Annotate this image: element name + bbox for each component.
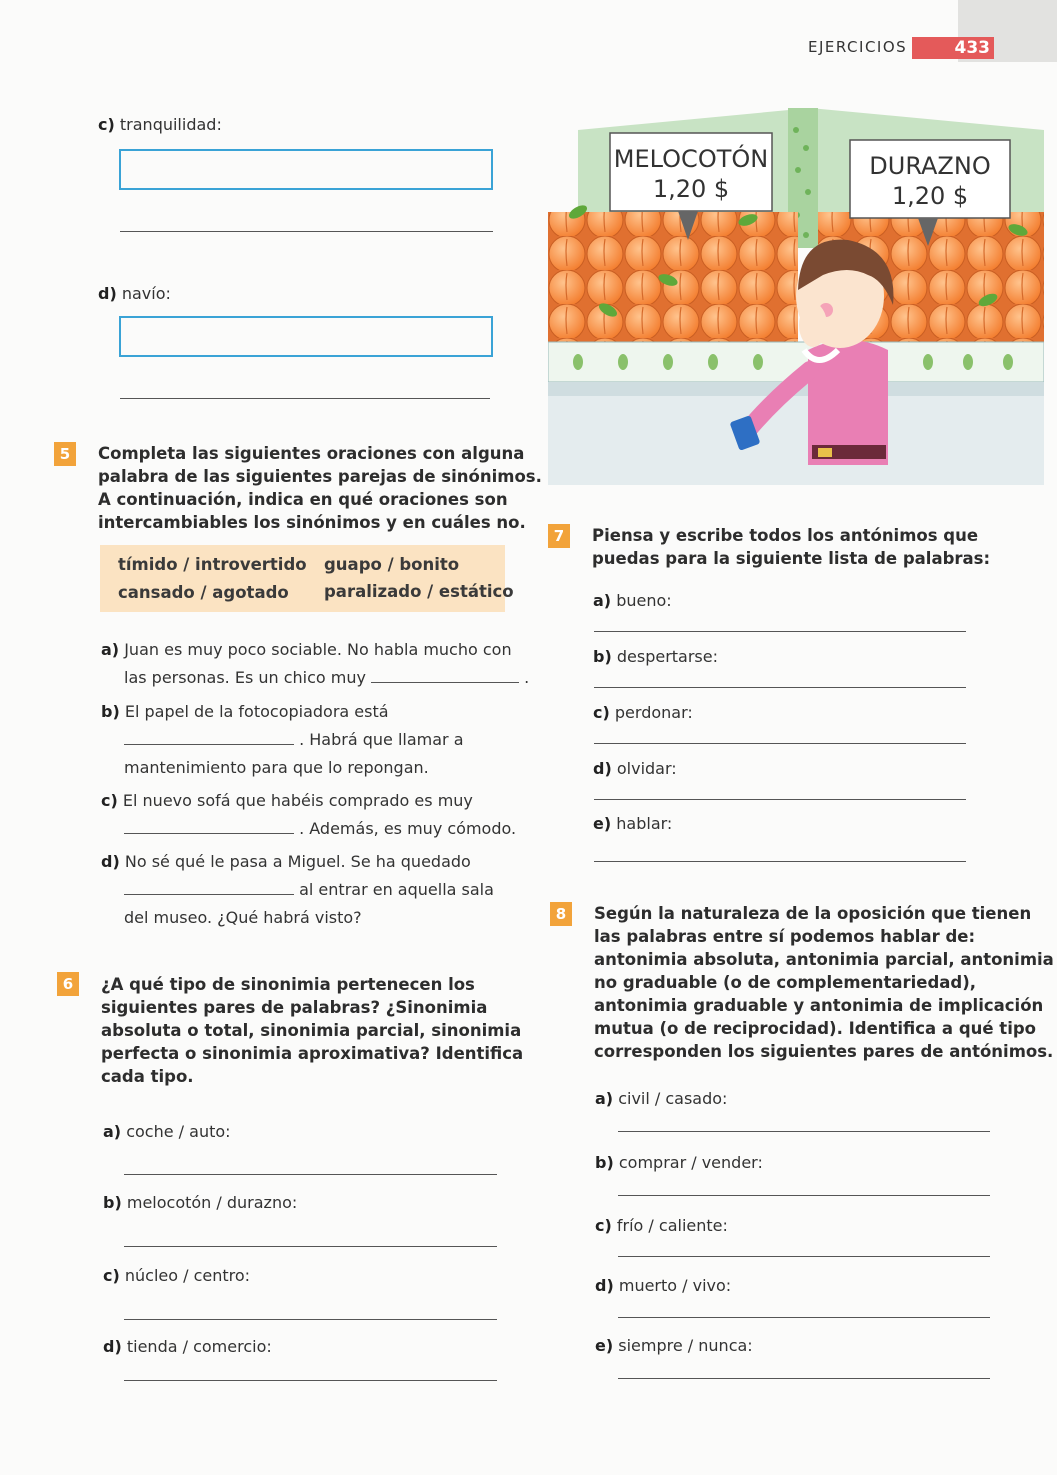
pair-4: paralizado / estático xyxy=(324,582,514,601)
ex7-item-c: c) perdonar: xyxy=(593,703,693,722)
ex6-item-d: d) tienda / comercio: xyxy=(103,1337,272,1356)
ex5-item-a-line2: las personas. Es un chico muy . xyxy=(124,668,530,687)
ex5-item-b-line3: mantenimiento para que lo repongan. xyxy=(124,758,429,777)
pair-3: cansado / agotado xyxy=(118,583,289,602)
ex8-item-b: b) comprar / vender: xyxy=(595,1153,763,1172)
ex8-answer-c[interactable] xyxy=(618,1256,990,1257)
ex5-item-d: d) No sé qué le pasa a Miguel. Se ha quedado xyxy=(101,852,471,871)
ex5-item-a: a) Juan es muy poco sociable. No habla mucho con xyxy=(101,640,512,659)
ex8-item-d: d) muerto / vivo: xyxy=(595,1276,732,1295)
synonym-pairs-box xyxy=(100,545,514,612)
answer-line-c[interactable] xyxy=(120,231,493,232)
ex6-answer-b[interactable] xyxy=(124,1246,497,1247)
sign-durazno-price: 1,20 $ xyxy=(891,182,969,210)
sign-melocoton xyxy=(610,144,772,204)
blank-d[interactable] xyxy=(124,880,294,895)
ex8-item-e: e) siempre / nunca: xyxy=(595,1336,753,1355)
sign-durazno xyxy=(850,151,1010,211)
pair-1: tímido / introvertido xyxy=(118,555,307,574)
page-number-bar xyxy=(912,37,994,59)
answer-box-c[interactable] xyxy=(119,149,493,190)
ex6-item-a: a) coche / auto: xyxy=(103,1122,231,1141)
ex8-answer-a[interactable] xyxy=(618,1131,990,1132)
section-title: EJERCICIOS xyxy=(808,38,908,56)
answer-line-d[interactable] xyxy=(120,398,490,399)
exercise-5-question: Completa las siguientes oraciones con alguna palabra de las siguientes parejas de sinónimos. A continuación, indica en qué oraciones son intercambiables los sinónimos y en cuáles no. xyxy=(98,444,542,532)
ex8-answer-e[interactable] xyxy=(618,1378,990,1379)
ex7-item-d: d) olvidar: xyxy=(593,759,677,778)
ex7-answer-c[interactable] xyxy=(594,743,966,744)
ex7-answer-e[interactable] xyxy=(594,861,966,862)
sign-durazno-name: DURAZNO xyxy=(869,152,991,180)
ex7-item-a: a) bueno: xyxy=(593,591,672,610)
ex6-item-b: b) melocotón / durazno: xyxy=(103,1193,298,1212)
ex7-answer-b[interactable] xyxy=(594,687,966,688)
ex5-item-b-line2: . Habrá que llamar a xyxy=(124,726,464,754)
exercise-7-number: 7 xyxy=(548,524,570,548)
page-number: 433 xyxy=(954,38,990,58)
item-d-navio: d) navío: xyxy=(98,284,171,303)
ex5-item-d-line3: del museo. ¿Qué habrá visto? xyxy=(124,908,362,927)
ex8-item-a: a) civil / casado: xyxy=(595,1089,728,1108)
ex8-answer-b[interactable] xyxy=(618,1195,990,1196)
answer-box-d[interactable] xyxy=(119,316,493,357)
ex8-item-c: c) frío / caliente: xyxy=(595,1216,728,1235)
blank-b[interactable] xyxy=(124,730,294,745)
item-c-tranquilidad: c) tranquilidad: xyxy=(98,115,222,134)
ex8-answer-d[interactable] xyxy=(618,1317,990,1318)
ex6-answer-a[interactable] xyxy=(124,1174,497,1175)
sign-melocoton-price: 1,20 $ xyxy=(652,175,730,203)
ex5-item-d-line2: al entrar en aquella sala xyxy=(124,876,494,904)
ex7-item-e: e) hablar: xyxy=(593,814,673,833)
fruit-stand-illustration xyxy=(548,100,1044,485)
ex6-item-c: c) núcleo / centro: xyxy=(103,1266,251,1285)
exercise-8-number: 8 xyxy=(550,902,572,926)
ex7-item-b: b) despertarse: xyxy=(593,647,718,666)
ex5-item-b: b) El papel de la fotocopiadora está xyxy=(101,702,389,721)
ex6-answer-d[interactable] xyxy=(124,1380,497,1381)
ex5-item-c: c) El nuevo sofá que habéis comprado es muy xyxy=(101,791,473,810)
pair-2: guapo / bonito xyxy=(324,555,460,574)
sign-melocoton-name: MELOCOTÓN xyxy=(613,145,769,173)
ex7-answer-a[interactable] xyxy=(594,631,966,632)
exercise-6-number: 6 xyxy=(57,972,79,996)
ex7-answer-d[interactable] xyxy=(594,799,966,800)
ex5-item-c-line2: . Además, es muy cómodo. xyxy=(124,815,516,843)
exercise-5-number: 5 xyxy=(54,442,76,466)
exercise-7-question: Piensa y escribe todos los antónimos que puedas para la siguiente lista de palabras: xyxy=(592,526,991,568)
blank-a[interactable] xyxy=(371,668,519,683)
exercise-8-question: Según la naturaleza de la oposición que tienen las palabras entre sí podemos hablar de: antonimia absoluta, antonimia parcial, antonimia no graduable (o de complementariedad), antonimia graduable y antonimia de implicación mutua (o de reciprocidad). Identifica a qué tipo corresponden los siguientes pares de antónimos. xyxy=(594,904,1054,1061)
ex6-answer-c[interactable] xyxy=(124,1319,497,1320)
exercise-6-question: ¿A qué tipo de sinonimia pertenecen los siguientes pares de palabras? ¿Sinonimia absoluta o total, sinonimia parcial, sinonimia perfecta o sinonimia aproximativa? Identifica cada tipo. xyxy=(101,975,524,1086)
blank-c[interactable] xyxy=(124,819,294,834)
